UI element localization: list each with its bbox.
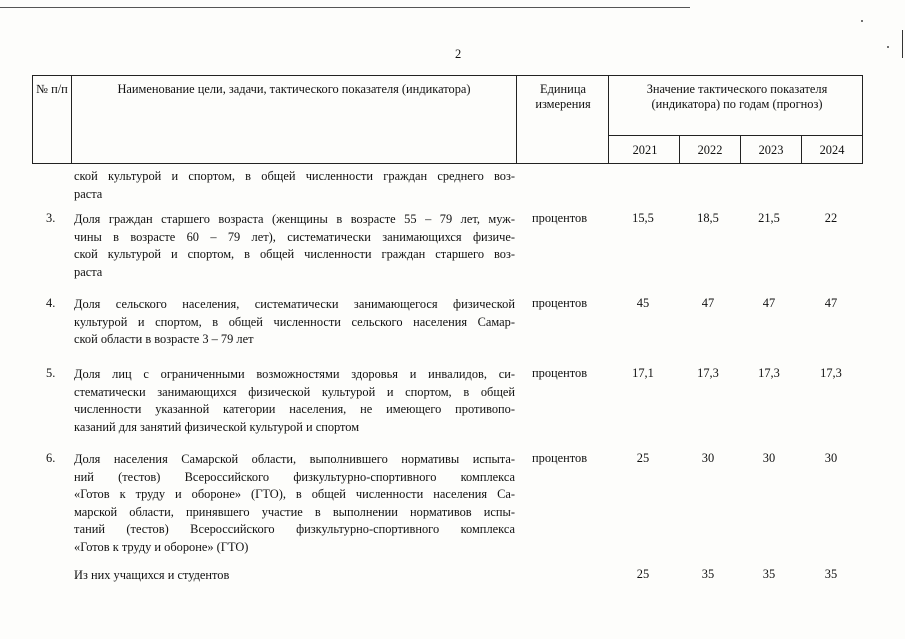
scan-speck bbox=[887, 46, 889, 48]
row-indicator-name bbox=[74, 296, 515, 349]
row-value: 30 bbox=[762, 451, 776, 465]
row-value: 17,3 bbox=[758, 366, 780, 380]
row-unit: процентов bbox=[532, 211, 588, 225]
row-number: 3. bbox=[46, 211, 56, 225]
row-number: 5. bbox=[46, 366, 56, 380]
header-name: Наименование цели, задачи, тактического показателя (индикатора) bbox=[117, 82, 471, 96]
row-text-line: раста bbox=[74, 186, 103, 201]
row-value: 25 bbox=[636, 451, 650, 465]
header-unit: Единица измерения bbox=[535, 82, 591, 111]
row-value: 18,5 bbox=[697, 211, 719, 225]
row-value: 47 bbox=[701, 296, 715, 310]
row-text-line: казаний для занятий физической культурой и спортом bbox=[74, 419, 360, 434]
header-year: 2024 bbox=[819, 143, 845, 157]
header-year: 2022 bbox=[697, 143, 723, 157]
scan-edge-mark bbox=[902, 30, 903, 58]
row-value: 30 bbox=[824, 451, 838, 465]
row-text-line: Доля сельского населения, систематически занимающегося физической bbox=[74, 297, 515, 311]
row-text-line: ской области в возрасте 3 – 79 лет bbox=[74, 332, 254, 346]
row-value: 15,5 bbox=[632, 211, 654, 225]
row-text-line: ний (тестов) Всероссийского физкультурно-спортивного комплекса bbox=[74, 469, 515, 484]
header-year: 2021 bbox=[632, 143, 658, 157]
row-value: 47 bbox=[762, 296, 776, 310]
row-text-line: чины в возрасте 60 – 79 лет), систематически занимающихся физиче- bbox=[74, 229, 515, 244]
scan-edge-line bbox=[0, 7, 690, 8]
row-value: 22 bbox=[824, 211, 838, 225]
row-text-line: таний (тестов) Всероссийского физкультурно-спортивного комплекса bbox=[74, 522, 515, 536]
row-text-line: ской культурой и спортом, в общей численности граждан среднего воз- bbox=[74, 169, 515, 183]
row-text-line: марской области, принявшего участие в выполнении нормативов испы- bbox=[74, 504, 515, 519]
row-indicator-name bbox=[74, 366, 515, 436]
header-values: Значение тактического показателя (индикатора) по годам (прогноз) bbox=[646, 82, 828, 111]
row-text-line: раста bbox=[74, 264, 103, 279]
row-value: 45 bbox=[636, 296, 650, 310]
row-value: 35 bbox=[824, 567, 838, 581]
row-text-line: численности указанной категории населения, не имеющего противопо- bbox=[74, 402, 515, 416]
row-value: 17,3 bbox=[697, 366, 719, 380]
page-number: 2 bbox=[455, 47, 462, 61]
row-unit: процентов bbox=[532, 296, 588, 310]
row-unit: процентов bbox=[532, 451, 588, 465]
row-text-line: культурой и спортом, в общей численности сельского населения Самар- bbox=[74, 314, 515, 329]
row-text-line: Доля граждан старшего возраста (женщины в возрасте 55 – 79 лет, муж- bbox=[74, 212, 515, 226]
row-indicator-name bbox=[74, 211, 515, 281]
row-text-line: стематически занимающихся физической культурой и спортом, в общей bbox=[74, 384, 515, 399]
row-text-line: «Готов к труду и обороне» (ГТО), в общей численности населения Са- bbox=[74, 487, 515, 501]
row-number: 6. bbox=[46, 451, 56, 465]
row-indicator-name bbox=[74, 168, 515, 203]
row-text-line: Доля населения Самарской области, выполнившего нормативы испыта- bbox=[74, 452, 515, 466]
row-indicator-name bbox=[74, 451, 515, 556]
row-text-line: Из них учащихся и студентов bbox=[74, 568, 230, 582]
row-indicator-name bbox=[74, 567, 515, 585]
row-number: 4. bbox=[46, 296, 56, 310]
header-number: № п/п bbox=[36, 82, 68, 96]
row-text-line: ской культурой и спортом, в общей численности граждан старшего воз- bbox=[74, 247, 515, 261]
row-text-line: Доля лиц с ограниченными возможностями здоровья и инвалидов, си- bbox=[74, 367, 515, 381]
row-value: 35 bbox=[701, 567, 715, 581]
row-value: 25 bbox=[636, 567, 650, 581]
row-value: 35 bbox=[762, 567, 776, 581]
row-value: 17,3 bbox=[820, 366, 842, 380]
row-value: 47 bbox=[824, 296, 838, 310]
row-value: 21,5 bbox=[758, 211, 780, 225]
row-text-line: «Готов к труду и обороне» (ГТО) bbox=[74, 539, 249, 554]
row-unit: процентов bbox=[532, 366, 588, 380]
row-value: 17,1 bbox=[632, 366, 654, 380]
scan-speck bbox=[861, 20, 863, 22]
row-value: 30 bbox=[701, 451, 715, 465]
header-year: 2023 bbox=[758, 143, 784, 157]
